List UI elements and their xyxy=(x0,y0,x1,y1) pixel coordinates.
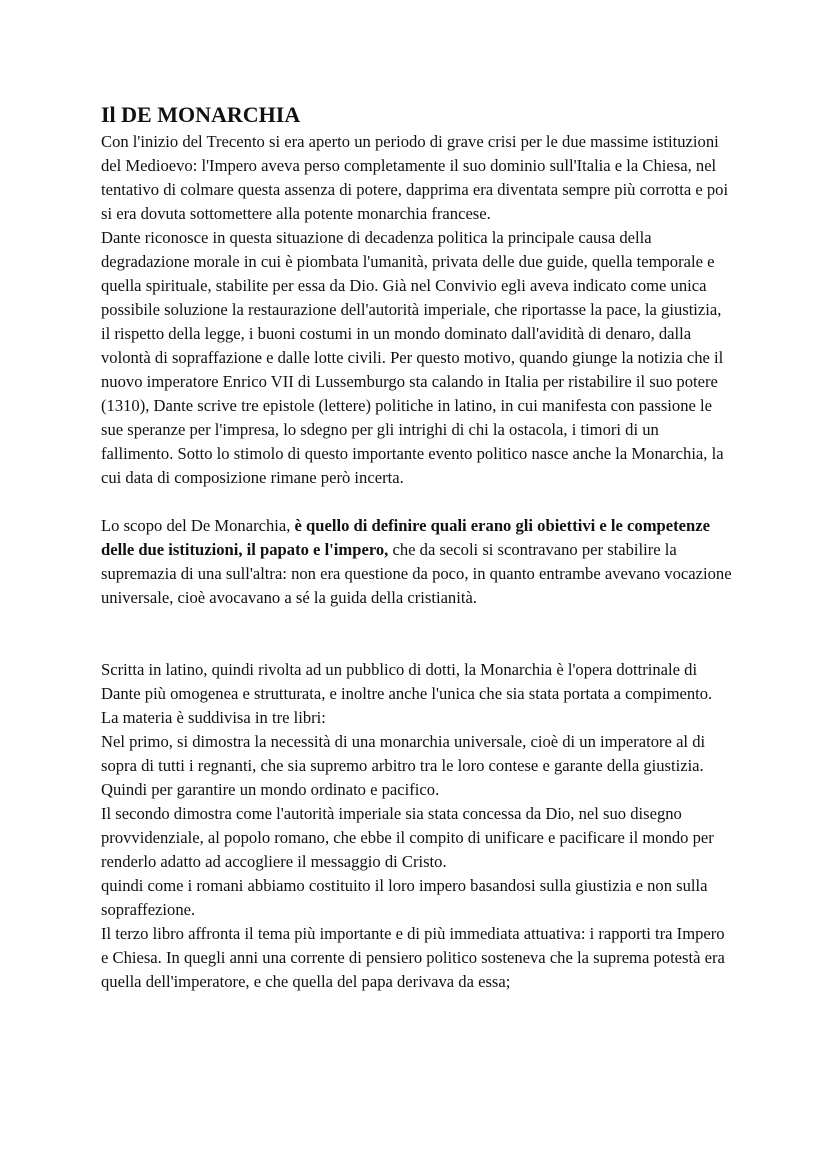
page-title: Il DE MONARCHIA xyxy=(101,102,301,127)
paragraph-gap xyxy=(101,490,733,514)
scopo-intro: Lo scopo del De Monarchia, xyxy=(101,516,295,535)
paragraph-scopo xyxy=(101,514,733,610)
document-content xyxy=(101,100,733,994)
paragraph-crisis: Con l'inizio del Trecento si era aperto un periodo di grave crisi per le due massime istituzioni del Medioevo: l'Impero aveva perso completamente il suo dominio sull'Italia e la Chiesa, nel tentativo di colmare questa assenza di potere, dapprima era diventata sempre più corrotta e poi si era dovuta sottomettere alla potente monarchia francese. xyxy=(101,132,729,223)
scopo-rest: che da secoli si scontravano per stabilire la supremazia di una sull'altra: non era questione da poco, in quanto entrambe avevano vocazione universale, cioè avocavano a sé la guida della cristianità. xyxy=(101,540,732,607)
paragraph-terzo-libro: Il terzo libro affronta il tema più importante e di più immediata attuativa: i rapporti tra Impero e Chiesa. In quegli anni una corrente di pensiero politico sosteneva che la suprema potestà era quella dell'imperatore, e che quella del papa derivava da essa; xyxy=(101,924,725,991)
scopo-bold-text: è quello di definire quali erano gli obiettivi e le competenze delle due istituzioni, il papato e l'impero, xyxy=(101,516,710,559)
paragraph-romani: quindi come i romani abbiamo costituito il loro impero basandosi sulla giustizia e non sulla sopraffezione. xyxy=(101,876,708,919)
paragraph-primo-libro: Nel primo, si dimostra la necessità di una monarchia universale, cioè di un imperatore al di sopra di tutti i regnanti, che sia supremo arbitro tra le loro contese e garante della giustizia. Quindi per garantire un mondo ordinato e pacifico. xyxy=(101,732,706,799)
paragraph-latino: Scritta in latino, quindi rivolta ad un pubblico di dotti, la Monarchia è l'opera dottrinale di Dante più omogenea e strutturata, e inoltre anche l'unica che sia stata portata a compimento. xyxy=(101,660,713,703)
paragraph-tre-libri: La materia è suddivisa in tre libri: xyxy=(101,708,326,727)
paragraph-dante-convivio: Dante riconosce in questa situazione di decadenza politica la principale causa della degradazione morale in cui è piombata l'umanità, privata delle due guide, quella temporale e quella spirituale, stabilite per essa da Dio. Già nel Convivio egli aveva indicato come unica possibile soluzione la restaurazione dell'autorità imperiale, che riportasse la pace, la giustizia, il rispetto della legge, i buoni costumi in un mondo dominato dall'avidità di denaro, dalla volontà di sopraffazione e dalle lotte civili. Per questo motivo, quando giunge la notizia che il nuovo imperatore Enrico VII di Lussemburgo sta calando in Italia per ristabilire il suo potere (1310), Dante scrive tre epistole (lettere) politiche in latino, in cui manifesta con passione le sue speranze per l'impresa, lo sdegno per gli intrighi di chi la ostacola, i timori di un fallimento. Sotto lo stimolo di questo importante evento politico nasce anche la Monarchia, la cui data di composizione rimane però incerta. xyxy=(101,228,724,487)
paragraph-gap xyxy=(101,610,733,658)
paragraph-secondo-libro: Il secondo dimostra come l'autorità imperiale sia stata concessa da Dio, nel suo disegno provvidenziale, al popolo romano, che ebbe il compito di unificare e pacificare il mondo per renderlo adatto ad accogliere il messaggio di Cristo. xyxy=(101,804,714,871)
